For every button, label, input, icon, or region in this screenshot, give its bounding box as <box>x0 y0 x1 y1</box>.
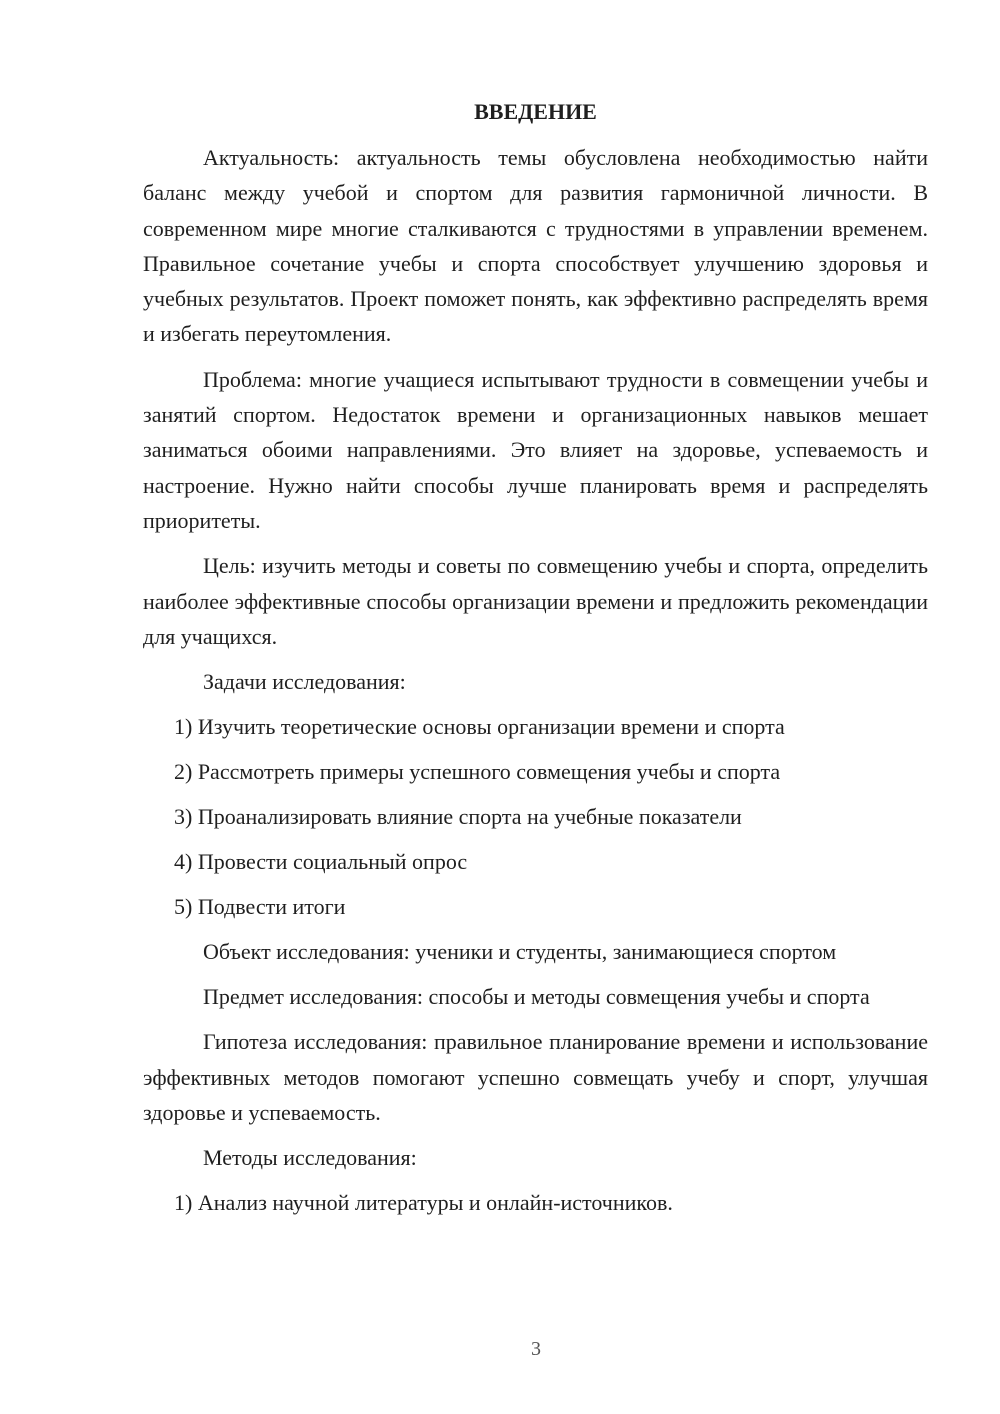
task-item: 4) Провести социальный опрос <box>174 849 468 875</box>
tasks-heading: Задачи исследования: <box>203 669 406 695</box>
methods-heading: Методы исследования: <box>203 1145 417 1171</box>
task-item: 3) Проанализировать влияние спорта на учебные показатели <box>174 804 742 830</box>
goal-paragraph: Цель: изучить методы и советы по совмещению учебы и спорта, определить наиболее эффективные способы организации времени и предложить рекомендации для учащихся. <box>143 553 928 649</box>
task-item: 1) Изучить теоретические основы организации времени и спорта <box>174 714 785 740</box>
object-line: Объект исследования: ученики и студенты, занимающиеся спортом <box>203 939 837 965</box>
problem-paragraph: Проблема: многие учащиеся испытывают трудности в совмещении учебы и занятий спортом. Недостаток времени и организационных навыков мешает заниматься обоими направлениями. Это влияет на здоровье, успеваемость и настроение. Нужно найти способы лучше планировать время и распределять приоритеты. <box>143 366 928 533</box>
task-item: 5) Подвести итоги <box>174 894 346 920</box>
page-title: ВВЕДЕНИЕ <box>474 99 597 124</box>
page-number: 3 <box>531 1338 541 1360</box>
hypothesis-paragraph: Гипотеза исследования: правильное планирование времени и использование эффективных методов помогают успешно совмещать учебу и спорт, улучшая здоровье и успеваемость. <box>143 1029 928 1126</box>
method-item: 1) Анализ научной литературы и онлайн-источников. <box>174 1190 673 1216</box>
task-item: 2) Рассмотреть примеры успешного совмещения учебы и спорта <box>174 759 781 785</box>
page-content <box>143 94 928 1230</box>
subject-paragraph: Предмет исследования: способы и методы совмещения учебы и спорта <box>203 984 870 1010</box>
relevance-paragraph: Актуальность: актуальность темы обусловлена необходимостью найти баланс между учебой и спортом для развития гармоничной личности. В современном мире многие сталкиваются с трудностями в управлении временем. Правильное сочетание учебы и спорта способствует улучшению здоровья и учебных результатов. Проект поможет понять, как эффективно распределять время и избегать переутомления. <box>143 145 928 347</box>
